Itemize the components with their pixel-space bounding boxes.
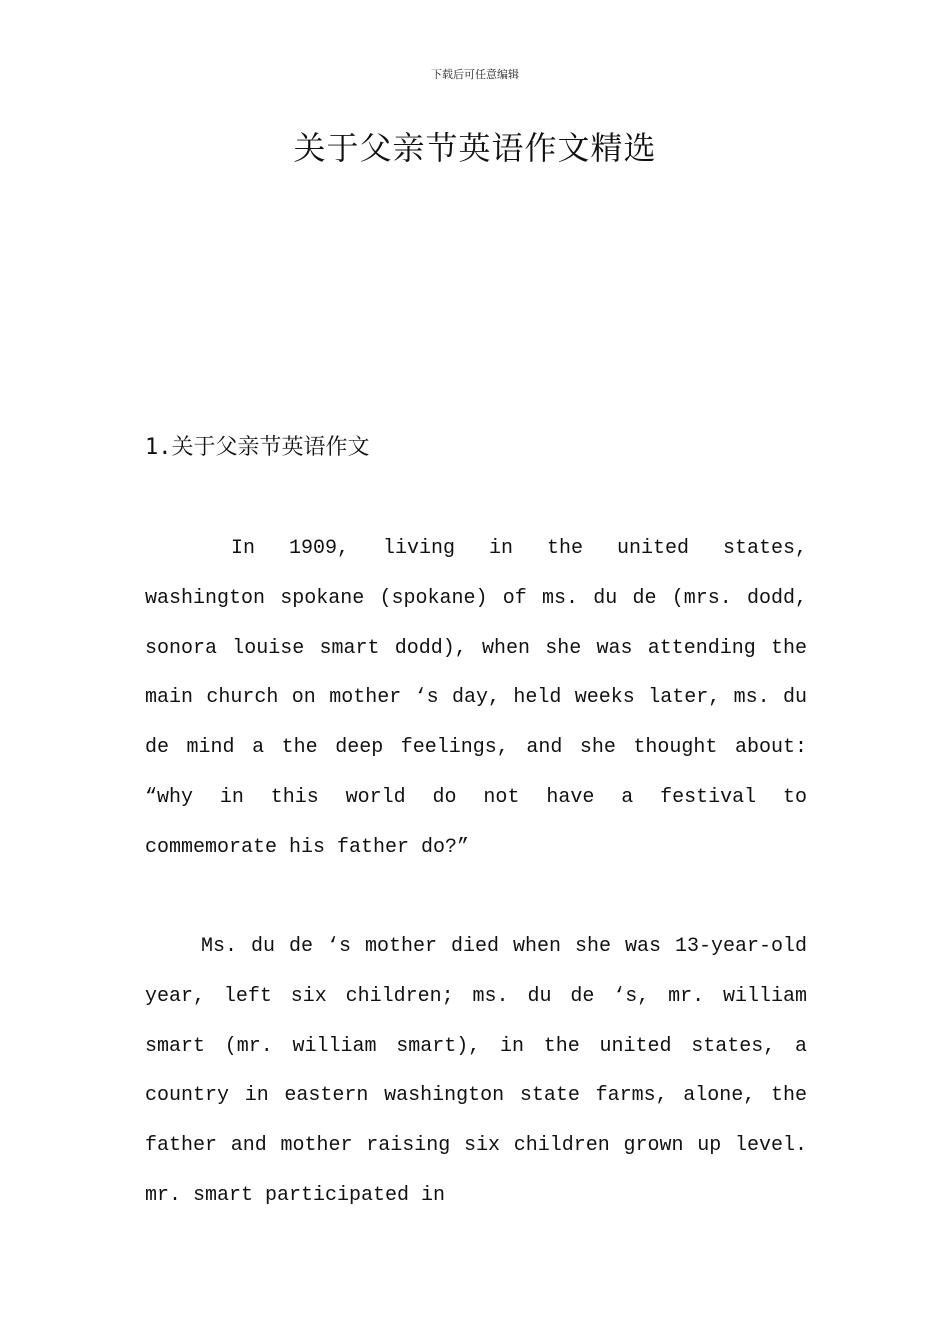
header-note: 下载后可任意编辑 (431, 68, 519, 81)
section-heading: 1.关于父亲节英语作文 (145, 435, 370, 460)
body-paragraph-2: Ms. du de ‘s mother died when she was 13-year-old year, left six children; ms. du de ‘s, mr. william smart (mr. william smart), in the united states, a country in eastern washington state farms, alone, the father and mother raising six children grown up level. mr. smart participated in (145, 935, 807, 1207)
document-title: 关于父亲节英语作文精选 (293, 129, 657, 167)
body-paragraph-1: In 1909, living in the united states, washington spokane (spokane) of ms. du de (mrs. dodd, sonora louise smart dodd), when she was attending the main church on mother ‘s day, held weeks later, ms. du de mind a the deep feelings, and she thought about: “why in this world do not have a festival to commemorate his father do?” (145, 537, 807, 859)
